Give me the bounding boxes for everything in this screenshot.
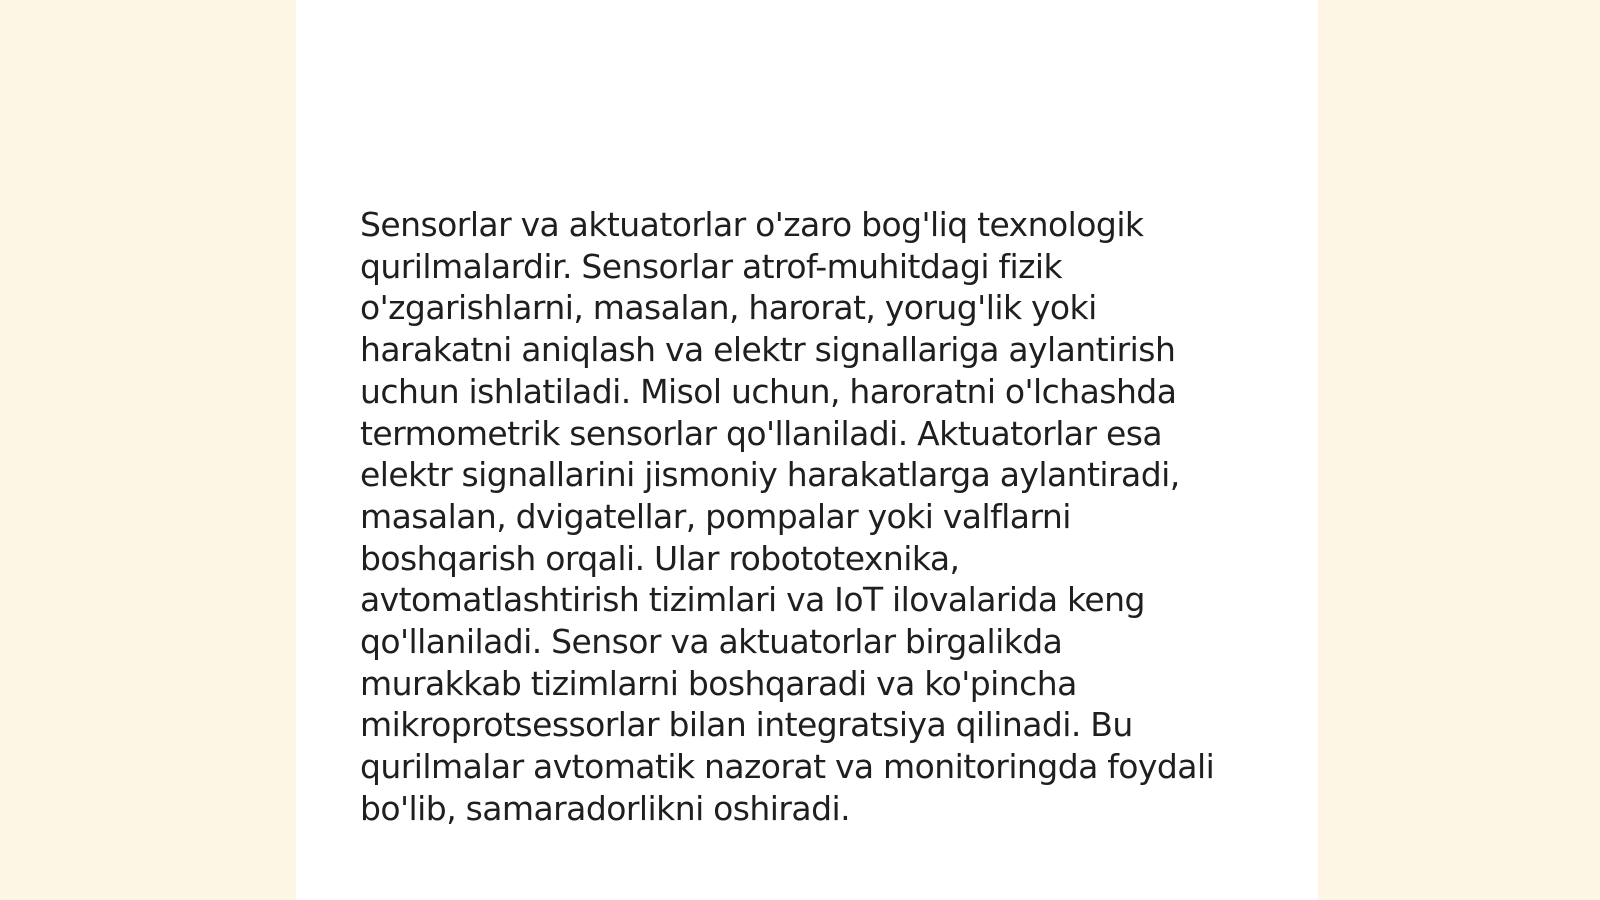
slide: [296, 0, 1318, 900]
slide-body-text: Sensorlar va aktuatorlar o'zaro bog'liq texnologik qurilmalardir. Sensorlar atrof-muhitdagi fizik o'zgarishlarni, masalan, harorat, yorug'lik yoki harakatni aniqlash va elektr signallariga aylantirish uchun ishlatiladi. Misol uchun, haroratni o'lchashda termometrik sensorlar qo'llaniladi. Aktuatorlar esa elektr signallarini jismoniy harakatlarga aylantiradi, masalan, dvigatellar, pompalar yoki valflarni boshqarish orqali. Ular robototexnika, avtomatlashtirish tizimlari va IoT ilovalarida keng qo'llaniladi. Sensor va aktuatorlar birgalikda murakkab tizimlarni boshqaradi va ko'pincha mikroprotsessorlar bilan integratsiya qilinadi. Bu qurilmalar avtomatik nazorat va monitoringda foydali bo'lib, samaradorlikni oshiradi.: [360, 205, 1215, 828]
